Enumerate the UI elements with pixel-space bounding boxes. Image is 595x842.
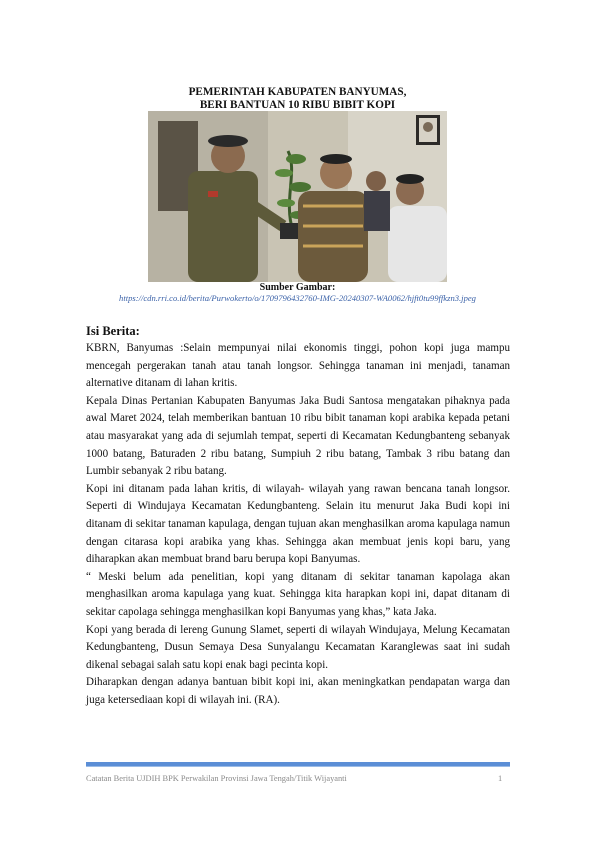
article-title-line-2: BERI BANTUAN 10 RIBU BIBIT KOPI	[199, 99, 396, 111]
article-paragraph: Kopi ini ditanam pada lahan kritis, di wilayah- wilayah yang rawan bencana tanah longsor. Seperti di Windujaya Kecamatan Kedungbanteng. Selain itu menurut Jaka Budi kopi ini ditanam di sekitar tanaman kapulaga, dengan tujuan akan menghasilkan aroma kapulaga namun dengan citarasa kopi arabika yang khas. Sehingga akan membuat jenis kopi baru, yang diharapkan akan membuat brand baru berupa kopi Banyumas.	[86, 482, 510, 566]
image-source-link[interactable]: https://cdn.rri.co.id/berita/Purwokerto/o/1709796432760-IMG-20240307-WA0062/hjft0tu99ffkzn3.jpeg	[119, 293, 476, 303]
page-number: 1	[498, 774, 503, 783]
image-caption-label: Sumber Gambar:	[259, 282, 336, 293]
footer-divider-thin	[86, 766, 510, 767]
article-photo	[148, 111, 447, 282]
article-body	[86, 340, 510, 709]
footer-text: Catatan Berita UJDIH BPK Perwakilan Provinsi Jawa Tengah/Titik Wijayanti	[86, 774, 347, 783]
article-title-line-1: PEMERINTAH KABUPATEN BANYUMAS,	[188, 86, 407, 98]
section-heading: Isi Berita:	[86, 324, 140, 338]
article-paragraph: KBRN, Banyumas :Selain mempunyai nilai ekonomis tinggi, pohon kopi juga mampu mencegah pergerakan tanah atau tanah longsor. Sehingga tanaman ini menjadi, tanaman alternative ditanam di lahan kritis.	[86, 342, 510, 390]
article-paragraph: “ Meski belum ada penelitian, kopi yang ditanam di sekitar tanaman kapolaga akan menghasilkan aroma kapulaga yang kuat. Sehingga kita harapkan kopi ini, dapat ditanam di sekitar capolaga sehingga menghasilkan kopi Banyumas yang khas,” kata Jaka.	[86, 570, 510, 618]
article-paragraph: Kopi yang berada di lereng Gunung Slamet, seperti di wilayah Windujaya, Melung Kecamatan Kedungbanteng, Dusun Semaya Desa Sunyalangu Kecamatan Karanglewas saat ini sudah dikenal sebagai salah satu kopi enak bagi pecinta kopi.	[86, 623, 510, 671]
article-paragraph: Kepala Dinas Pertanian Kabupaten Banyumas Jaka Budi Santosa mengatakan pihaknya pada awal Maret 2024, telah memberikan bantuan 10 ribu bibit tanaman kopi arabika kepada petani atau masyarakat yang ada di sejumlah tempat, seperti di Kecamatan Kedungbanteng sebanyak 1000 batang, Baturaden 2 ribu batang, Sumpiuh 2 ribu batang, Tambak 3 ribu batang dan Lumbir sebanyak 2 ribu batang.	[86, 394, 510, 478]
article-paragraph: Diharapkan dengan adanya bantuan bibit kopi ini, akan meningkatkan pendapatan warga dan juga ketersediaan kopi di wilayah ini. (RA).	[86, 676, 510, 706]
